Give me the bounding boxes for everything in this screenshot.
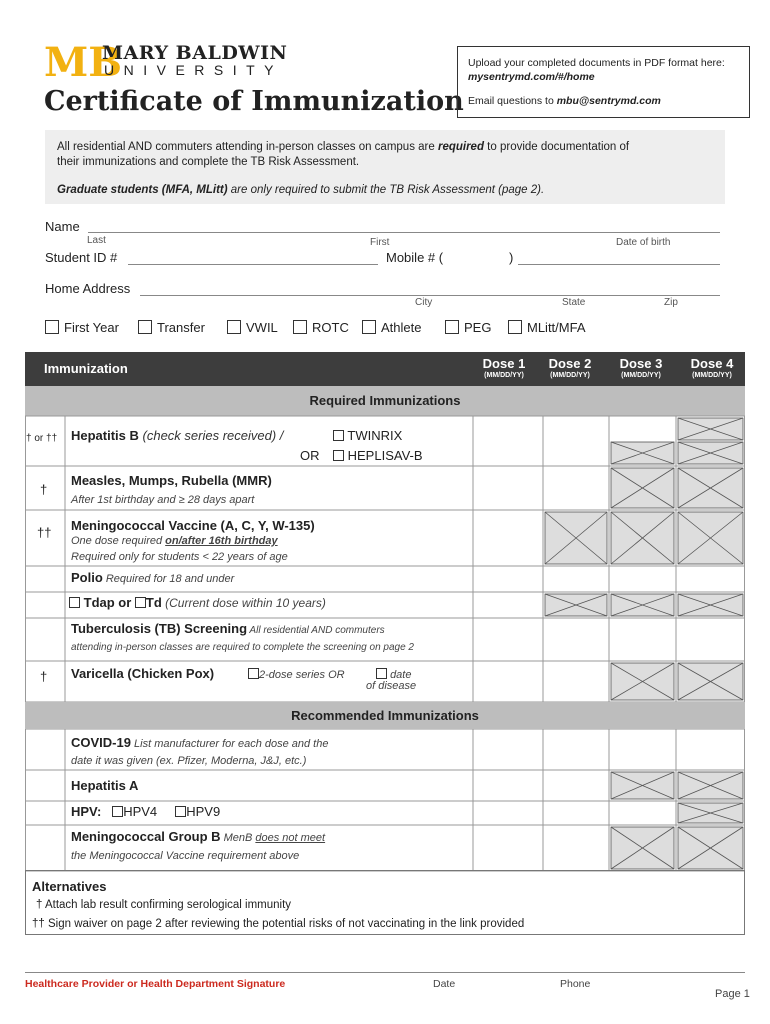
varicella-2dose-option[interactable] (248, 668, 345, 681)
checkbox-icon[interactable] (333, 430, 344, 441)
university-name: MARY BALDWIN (102, 42, 288, 64)
info-text: All residential AND commuters attending in-person classes on campus are (57, 141, 438, 153)
covid-title: COVID-19 (71, 735, 131, 750)
home-address-field[interactable] (140, 295, 720, 296)
checkbox-label: PEG (464, 320, 492, 335)
tdap-row (69, 595, 326, 610)
email-link[interactable]: mbu@sentrymd.com (556, 95, 661, 107)
checkbox-label: ROTC (312, 320, 349, 335)
student-id-label: Student ID # (45, 250, 118, 265)
mening-title (71, 518, 315, 533)
zip-caption: Zip (664, 297, 678, 308)
immunization-table-header (25, 352, 745, 386)
tdap-checkbox-icon[interactable] (69, 597, 80, 608)
polio-title: Polio (71, 570, 103, 585)
hepb-note: (check series received) / (138, 428, 284, 443)
td-note: (Current dose within 10 years) (161, 596, 326, 610)
dob-caption: Date of birth (616, 237, 671, 248)
mening-note-emphasis: on/after 16th birthday (165, 535, 278, 547)
upload-info-box (457, 46, 750, 118)
dose-label: Dose 4 (690, 356, 734, 371)
checkbox-transfer[interactable] (138, 320, 205, 335)
name-label: Name (45, 219, 80, 234)
checkbox-icon[interactable] (293, 320, 307, 334)
checkbox-icon[interactable] (333, 450, 344, 461)
or-label: OR (300, 448, 320, 463)
checkbox-icon[interactable] (508, 320, 522, 334)
varicella-2dose-label: 2-dose series OR (259, 669, 345, 681)
date-label: Date (433, 978, 456, 990)
tdap-label: Tdap or (83, 595, 132, 610)
checkbox-athlete[interactable] (362, 320, 421, 335)
hpv-row (71, 804, 220, 819)
td-checkbox-icon[interactable] (135, 597, 146, 608)
hepa-title: Hepatitis A (71, 778, 139, 793)
mening-note-2: Required only for students < 22 years of age (71, 551, 288, 563)
immunization-header-label: Immunization (44, 361, 128, 376)
alternatives-box (25, 870, 745, 935)
university-sub: UNIVERSITY (104, 62, 284, 78)
menb-note-2: the Meningococcal Vaccine requirement above (71, 850, 300, 862)
mening-note-1 (71, 535, 278, 547)
alternative-2: †† Sign waiver on page 2 after reviewing the potential risks of not vaccinating in the link provided (32, 918, 525, 930)
polio-row (71, 570, 234, 585)
checkbox-icon[interactable] (362, 320, 376, 334)
dose-4-header (680, 356, 744, 379)
checkbox-first-year[interactable] (45, 320, 119, 335)
recommended-section-title: Recommended Immunizations (25, 702, 745, 729)
varicella-of-disease: of disease (366, 680, 417, 692)
info-text-cont: to provide documentation of (483, 141, 630, 153)
checkbox-mlitt-mfa[interactable] (508, 320, 586, 335)
dose-1-header (472, 356, 536, 379)
polio-note: Required for 18 and under (102, 573, 235, 585)
tb-row (71, 621, 385, 636)
checkbox-label: VWIL (246, 320, 278, 335)
mmr-footnote-mark: † (40, 482, 48, 497)
dose-label: Dose 2 (548, 356, 592, 371)
checkbox-icon[interactable] (138, 320, 152, 334)
date-format: (MM/DD/YY) (621, 372, 661, 379)
twinrix-label: TWINRIX (347, 428, 403, 443)
city-caption: City (415, 297, 433, 308)
menb-row (71, 829, 325, 844)
menb-note: MenB (220, 832, 256, 844)
hpv4-label: HPV4 (123, 804, 158, 819)
mobile-label: Mobile # ( (386, 250, 444, 265)
last-name-caption: Last (87, 235, 106, 246)
tb-title: Tuberculosis (TB) Screening (71, 621, 248, 636)
student-id-field[interactable] (128, 264, 378, 265)
checkbox-icon[interactable] (45, 320, 59, 334)
checkbox-vwil[interactable] (227, 320, 278, 335)
tb-note-2: attending in-person classes are required to complete the screening on page 2 (71, 642, 414, 653)
info-text-line2: their immunizations and complete the TB Risk Assessment. (57, 156, 360, 168)
checkbox-label: Athlete (381, 320, 422, 335)
td-label: Td (145, 595, 162, 610)
varicella-title-text: Varicella (Chicken Pox) (71, 666, 215, 681)
covid-note-1: List manufacturer for each dose and the (130, 738, 329, 750)
upload-text: Upload your completed documents in PDF format here: (468, 57, 725, 69)
checkbox-icon[interactable] (248, 668, 259, 679)
mmr-note: After 1st birthday and ≥ 28 days apart (71, 494, 255, 506)
grad-note: are only required to submit the TB Risk Assessment (page 2). (227, 184, 545, 196)
tb-note-1: All residential AND commuters (247, 625, 385, 636)
hpv9-label: HPV9 (186, 804, 221, 819)
hepb-title-row (71, 428, 283, 443)
signature-label: Healthcare Provider or Health Department Signature (25, 978, 286, 990)
covid-note-2: date it was given (ex. Pfizer, Moderna, J&J, etc.) (71, 755, 307, 767)
page-title: Certificate of Immunization (44, 86, 464, 117)
home-address-label: Home Address (45, 281, 131, 296)
upload-url[interactable]: mysentrymd.com/#/home (468, 71, 595, 83)
dose-2-header (538, 356, 602, 379)
alternatives-title: Alternatives (32, 879, 107, 894)
date-format: (MM/DD/YY) (692, 372, 732, 379)
university-logo-mark (44, 39, 123, 86)
hpv4-checkbox-icon[interactable] (112, 806, 123, 817)
mening-note-text: One dose required (71, 535, 166, 547)
menb-note-underlined: does not meet (255, 832, 326, 844)
date-format: (MM/DD/YY) (550, 372, 590, 379)
requirements-info (45, 130, 725, 204)
email-prefix: Email questions to (468, 95, 557, 107)
required-section-title: Required Immunizations (25, 386, 745, 416)
checkbox-label: Transfer (157, 320, 205, 335)
hpv-title: HPV: (71, 804, 102, 819)
hepb-title: Hepatitis B (71, 428, 139, 443)
checkbox-peg[interactable] (445, 320, 491, 335)
hpv9-checkbox-icon[interactable] (175, 806, 186, 817)
covid-row (71, 735, 328, 750)
name-field[interactable] (88, 232, 720, 233)
signature-line[interactable] (25, 972, 745, 973)
hepb-footnote-mark: † or †† (26, 433, 58, 444)
grad-students: Graduate students (MFA, MLitt) (57, 184, 228, 196)
mobile-field[interactable] (518, 264, 720, 265)
state-caption: State (562, 297, 586, 308)
checkbox-icon[interactable] (376, 668, 387, 679)
logo-mark-text: MB (44, 39, 123, 86)
page-number: Page 1 (715, 988, 750, 1000)
first-name-caption: First (370, 237, 390, 248)
menb-title: Meningococcal Group B (71, 829, 221, 844)
checkbox-label: First Year (64, 320, 119, 335)
alternative-1: † Attach lab result confirming serological immunity (36, 899, 292, 911)
student-category-checkboxes (45, 320, 745, 340)
dose-label: Dose 1 (482, 356, 526, 371)
mening-footnote-mark: †† (37, 525, 52, 540)
heplisav-option[interactable] (333, 448, 423, 463)
info-required: required (437, 141, 484, 153)
twinrix-option[interactable] (333, 428, 402, 443)
checkbox-label: MLitt/MFA (527, 320, 586, 335)
heplisav-label: HEPLISAV-B (347, 448, 423, 463)
varicella-title (71, 666, 214, 681)
dose-3-header (609, 356, 673, 379)
varicella-date-label: date (390, 669, 412, 681)
date-format: (MM/DD/YY) (484, 372, 524, 379)
mmr-title (71, 473, 272, 488)
checkbox-rotc[interactable] (293, 320, 349, 335)
checkbox-icon[interactable] (445, 320, 459, 334)
mmr-title-text: Measles, Mumps, Rubella (MMR) (71, 473, 272, 488)
mobile-paren-close: ) (509, 250, 514, 265)
hepa-row (71, 778, 138, 793)
dose-label: Dose 3 (619, 356, 663, 371)
phone-label: Phone (560, 978, 591, 990)
var-footnote-mark: † (40, 669, 48, 684)
checkbox-icon[interactable] (227, 320, 241, 334)
mening-title-text: Meningococcal Vaccine (A, C, Y, W-135) (71, 518, 315, 533)
